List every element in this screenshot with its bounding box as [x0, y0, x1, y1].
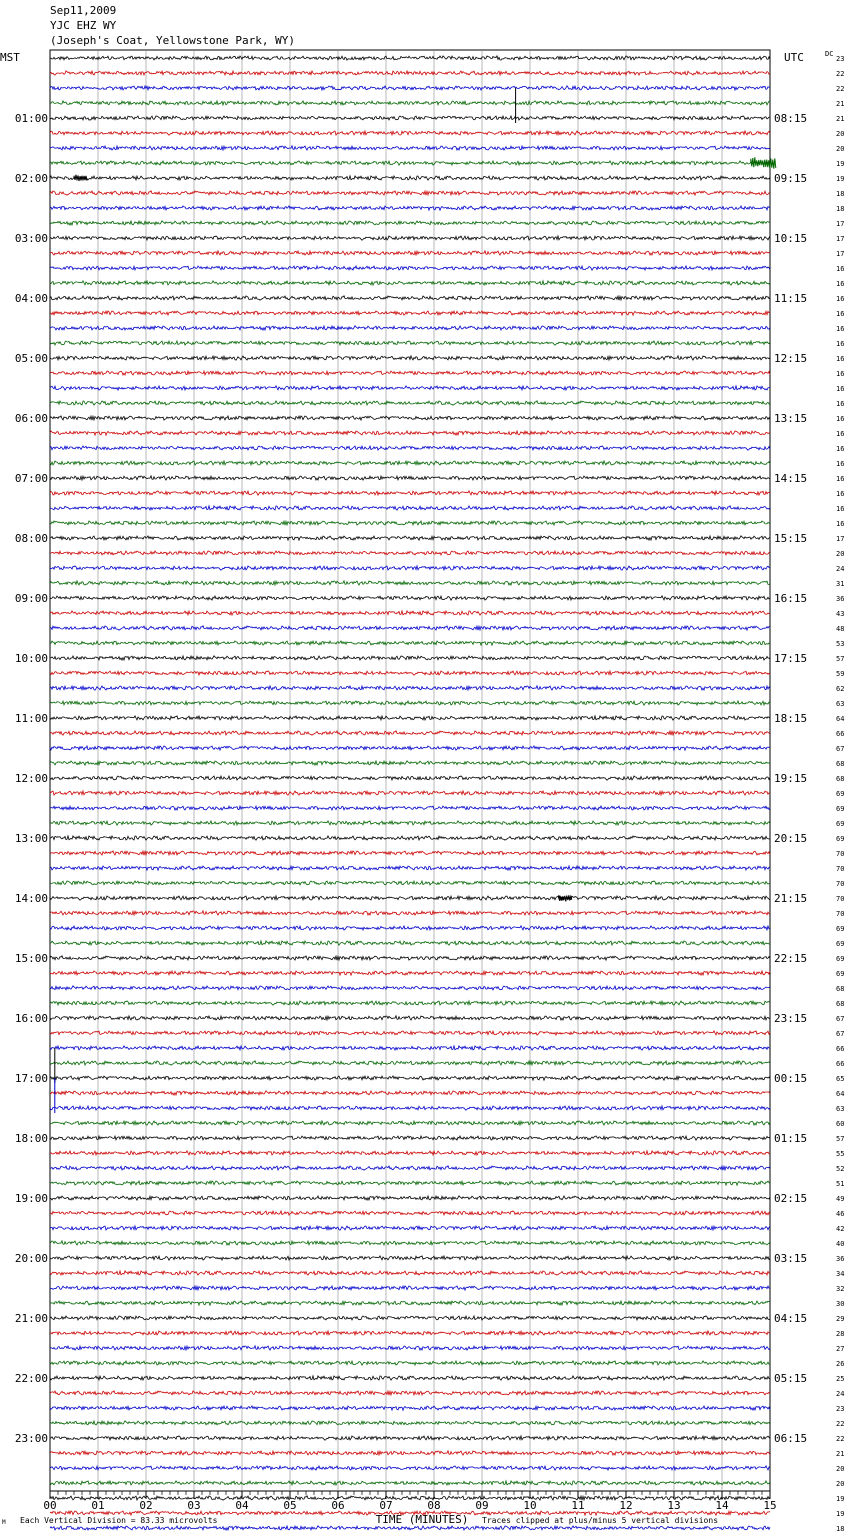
dc-offset-label: 69 [836, 970, 845, 978]
dc-offset-label: 57 [836, 655, 845, 663]
dc-offset-label: 64 [836, 1090, 845, 1098]
dc-offset-label: 25 [836, 1375, 845, 1383]
dc-offset-label: 70 [836, 850, 845, 858]
event-burst [751, 157, 776, 168]
dc-offset-label: 46 [836, 1210, 845, 1218]
trace-row [50, 866, 770, 870]
dc-offset-label: 63 [836, 700, 845, 708]
dc-offset-label: 66 [836, 730, 845, 738]
trace-row [50, 281, 770, 285]
x-tick-label: 14 [715, 1499, 729, 1512]
trace-row [50, 836, 770, 840]
dc-offset-label: 22 [836, 70, 845, 78]
trace-row [50, 551, 770, 555]
right-hour-label: 22:15 [774, 952, 808, 965]
trace-row [50, 851, 770, 855]
right-hour-label: 10:15 [774, 232, 808, 245]
trace-row [50, 746, 770, 750]
trace-row [50, 71, 770, 75]
dc-offset-label: 24 [836, 565, 845, 573]
right-hour-label: 15:15 [774, 532, 808, 545]
dc-offset-label: 20 [836, 550, 845, 558]
clip-note: Traces clipped at plus/minus 5 vertical divisions [482, 1516, 719, 1525]
x-tick-label: 08 [427, 1499, 441, 1512]
x-tick-label: 07 [379, 1499, 393, 1512]
dc-offset-label: 66 [836, 1060, 845, 1068]
x-tick-label: 15 [763, 1499, 777, 1512]
right-hour-label: 11:15 [774, 292, 808, 305]
trace-row [50, 1181, 770, 1185]
left-hour-label: 22:00 [14, 1372, 48, 1385]
trace-row [50, 491, 770, 495]
right-hour-label: 12:15 [774, 352, 808, 365]
dc-offset-label: 18 [836, 1525, 845, 1533]
x-tick-label: 10 [523, 1499, 537, 1512]
dc-offset-label: 69 [836, 820, 845, 828]
x-tick-label: 13 [667, 1499, 681, 1512]
trace-row [50, 986, 770, 990]
trace-row [50, 761, 770, 765]
dc-offset-label: 17 [836, 220, 845, 228]
right-timezone-label: UTC [784, 51, 804, 64]
event-small [559, 895, 572, 901]
station-label: YJC EHZ WY [50, 19, 117, 32]
trace-row [50, 971, 770, 975]
trace-row [50, 881, 770, 885]
dc-offset-label: 22 [836, 1420, 845, 1428]
trace-row [50, 1226, 770, 1230]
dc-offset-label: 20 [836, 1465, 845, 1473]
trace-row [50, 1436, 770, 1440]
left-hour-label: 14:00 [14, 892, 48, 905]
trace-row [50, 1091, 770, 1095]
dc-offset-label: 19 [836, 1495, 845, 1503]
right-hour-label: 00:15 [774, 1072, 808, 1085]
corner-mark: M [2, 1519, 6, 1526]
left-hour-label: 23:00 [14, 1432, 48, 1445]
left-timezone-label: MST [0, 51, 20, 64]
left-hour-label: 15:00 [14, 952, 48, 965]
plot-frame [50, 50, 770, 1491]
trace-row [50, 1256, 770, 1260]
dc-offset-label: 36 [836, 595, 845, 603]
trace-row [50, 1136, 770, 1140]
left-hour-label: 16:00 [14, 1012, 48, 1025]
dc-offset-label: 60 [836, 1120, 845, 1128]
dc-offset-label: 20 [836, 130, 845, 138]
dc-offset-label: 66 [836, 1045, 845, 1053]
dc-offset-label: 21 [836, 115, 845, 123]
left-hour-label: 01:00 [14, 112, 48, 125]
trace-row [50, 656, 770, 660]
trace-row [50, 356, 770, 360]
trace-row [50, 431, 770, 435]
left-hour-label: 04:00 [14, 292, 48, 305]
left-hour-label: 17:00 [14, 1072, 48, 1085]
right-hour-label: 03:15 [774, 1252, 808, 1265]
right-hour-label: 20:15 [774, 832, 808, 845]
left-hour-label: 20:00 [14, 1252, 48, 1265]
trace-row [50, 386, 770, 390]
trace-row [50, 641, 770, 645]
trace-row [50, 1406, 770, 1410]
dc-offset-label: 63 [836, 1105, 845, 1113]
dc-offset-label: 16 [836, 460, 845, 468]
dc-offset-label: 17 [836, 235, 845, 243]
dc-offset-label: 68 [836, 775, 845, 783]
trace-row [50, 926, 770, 930]
dc-offset-label: 67 [836, 1030, 845, 1038]
trace-row [50, 146, 770, 150]
trace-row [50, 416, 770, 420]
right-hour-label: 08:15 [774, 112, 808, 125]
dc-offset-label: 68 [836, 985, 845, 993]
dc-offset-label: 16 [836, 430, 845, 438]
dc-offset-label: 16 [836, 520, 845, 528]
dc-offset-label: 70 [836, 910, 845, 918]
dc-offset-label: 69 [836, 955, 845, 963]
dc-offset-label: 17 [836, 535, 845, 543]
trace-row [50, 476, 770, 480]
left-hour-label: 07:00 [14, 472, 48, 485]
left-hour-label: 12:00 [14, 772, 48, 785]
trace-row [50, 566, 770, 570]
dc-offset-label: 27 [836, 1345, 845, 1353]
dc-offset-label: 52 [836, 1165, 845, 1173]
x-tick-label: 01 [91, 1499, 105, 1512]
dc-offset-label: 28 [836, 1330, 845, 1338]
right-hour-label: 06:15 [774, 1432, 808, 1445]
trace-row [50, 251, 770, 255]
trace-row [50, 806, 770, 810]
x-axis-title: TIME (MINUTES) [375, 1513, 469, 1526]
trace-row [50, 821, 770, 825]
x-tick-label: 02 [139, 1499, 153, 1512]
trace-row [50, 326, 770, 330]
trace-row [50, 101, 770, 105]
trace-row [50, 1061, 770, 1065]
dc-offset-label: 64 [836, 715, 845, 723]
dc-offset-label: 16 [836, 310, 845, 318]
x-tick-label: 09 [475, 1499, 489, 1512]
dc-offset-label: 49 [836, 1195, 845, 1203]
trace-row [50, 236, 770, 240]
trace-row [50, 461, 770, 465]
dc-offset-label: 68 [836, 1000, 845, 1008]
right-hour-label: 05:15 [774, 1372, 808, 1385]
dc-offset-label: 16 [836, 295, 845, 303]
dc-offset-label: 16 [836, 400, 845, 408]
trace-row [50, 521, 770, 525]
x-tick-label: 00 [43, 1499, 57, 1512]
left-hour-label: 10:00 [14, 652, 48, 665]
left-hour-label: 09:00 [14, 592, 48, 605]
left-hour-label: 02:00 [14, 172, 48, 185]
dc-offset-label: 21 [836, 100, 845, 108]
dc-offset-label: 16 [836, 385, 845, 393]
x-tick-label: 04 [235, 1499, 249, 1512]
dc-offset-label: 19 [836, 160, 845, 168]
dc-offset-label: 42 [836, 1225, 845, 1233]
trace-row [50, 206, 770, 210]
trace-row [50, 1211, 770, 1215]
dc-offset-label: 16 [836, 355, 845, 363]
location-label: (Joseph's Coat, Yellowstone Park, WY) [50, 34, 296, 47]
dc-offset-label: 55 [836, 1150, 845, 1158]
left-hour-label: 19:00 [14, 1192, 48, 1205]
right-hour-label: 04:15 [774, 1312, 808, 1325]
trace-row [50, 1316, 770, 1320]
dc-label: DC [825, 50, 834, 58]
dc-offset-label: 16 [836, 415, 845, 423]
dc-offset-label: 23 [836, 1405, 845, 1413]
dc-offset-label: 16 [836, 445, 845, 453]
trace-row [50, 191, 770, 195]
trace-row [50, 221, 770, 225]
dc-offset-label: 26 [836, 1360, 845, 1368]
trace-row [50, 1016, 770, 1020]
dc-offset-label: 69 [836, 790, 845, 798]
dc-offset-label: 31 [836, 580, 845, 588]
left-hour-label: 18:00 [14, 1132, 48, 1145]
trace-row [50, 371, 770, 375]
trace-row [50, 341, 770, 345]
trace-row [50, 671, 770, 675]
date-label: Sep11,2009 [50, 4, 117, 17]
trace-row [50, 536, 770, 540]
trace-row [50, 626, 770, 630]
dc-offset-label: 19 [836, 1510, 845, 1518]
trace-row [50, 311, 770, 315]
trace-row [50, 1391, 770, 1395]
right-hour-label: 01:15 [774, 1132, 808, 1145]
dc-offset-label: 24 [836, 1390, 845, 1398]
right-hour-label: 14:15 [774, 472, 808, 485]
dc-offset-label: 40 [836, 1240, 845, 1248]
x-tick-label: 06 [331, 1499, 345, 1512]
dc-offset-label: 69 [836, 805, 845, 813]
trace-row [50, 1001, 770, 1005]
dc-offset-label: 16 [836, 340, 845, 348]
left-hour-label: 13:00 [14, 832, 48, 845]
dc-offset-label: 16 [836, 280, 845, 288]
trace-row [50, 1166, 770, 1170]
trace-row [50, 596, 770, 600]
trace-row [50, 1151, 770, 1155]
dc-offset-label: 16 [836, 505, 845, 513]
dc-offset-label: 17 [836, 250, 845, 258]
dc-offset-label: 20 [836, 1480, 845, 1488]
dc-offset-label: 18 [836, 205, 845, 213]
trace-row [50, 1301, 770, 1305]
x-tick-label: 12 [619, 1499, 633, 1512]
trace-row [50, 86, 770, 90]
dc-offset-label: 20 [836, 145, 845, 153]
dc-offset-label: 32 [836, 1285, 845, 1293]
dc-offset-label: 16 [836, 490, 845, 498]
trace-row [50, 1451, 770, 1455]
dc-offset-label: 18 [836, 190, 845, 198]
right-hour-label: 09:15 [774, 172, 808, 185]
dc-offset-label: 69 [836, 925, 845, 933]
trace-row [50, 791, 770, 795]
right-hour-label: 21:15 [774, 892, 808, 905]
dc-offset-label: 30 [836, 1300, 845, 1308]
dc-offset-label: 51 [836, 1180, 845, 1188]
left-hour-label: 05:00 [14, 352, 48, 365]
dc-offset-label: 22 [836, 85, 845, 93]
trace-row [50, 701, 770, 705]
dc-offset-label: 65 [836, 1075, 845, 1083]
right-hour-label: 18:15 [774, 712, 808, 725]
trace-row [50, 296, 770, 300]
trace-row [50, 956, 770, 960]
dc-offset-label: 48 [836, 625, 845, 633]
trace-row [50, 1496, 770, 1500]
right-hour-label: 02:15 [774, 1192, 808, 1205]
trace-row [50, 686, 770, 690]
trace-row [50, 911, 770, 915]
dc-offset-label: 70 [836, 880, 845, 888]
dc-offset-label: 69 [836, 940, 845, 948]
trace-row [50, 731, 770, 735]
trace-row [50, 1481, 770, 1485]
right-hour-label: 23:15 [774, 1012, 808, 1025]
dc-offset-label: 68 [836, 760, 845, 768]
right-hour-label: 16:15 [774, 592, 808, 605]
trace-row [50, 1376, 770, 1380]
right-hour-label: 17:15 [774, 652, 808, 665]
trace-row [50, 581, 770, 585]
trace-row [50, 116, 770, 120]
trace-row [50, 176, 770, 180]
left-hour-label: 06:00 [14, 412, 48, 425]
left-hour-label: 21:00 [14, 1312, 48, 1325]
x-tick-label: 11 [571, 1499, 585, 1512]
trace-row [50, 1046, 770, 1050]
trace-row [50, 716, 770, 720]
dc-offset-label: 57 [836, 1135, 845, 1143]
dc-offset-label: 70 [836, 895, 845, 903]
left-hour-label: 03:00 [14, 232, 48, 245]
dc-offset-label: 53 [836, 640, 845, 648]
trace-row [50, 1076, 770, 1080]
dc-offset-label: 69 [836, 835, 845, 843]
trace-row [50, 131, 770, 135]
dc-offset-label: 67 [836, 745, 845, 753]
trace-row [50, 56, 770, 60]
dc-offset-label: 29 [836, 1315, 845, 1323]
scale-note: Each Vertical Division = 83.33 microvolts [20, 1516, 218, 1525]
trace-row [50, 1031, 770, 1035]
dc-offset-label: 70 [836, 865, 845, 873]
trace-row [50, 1196, 770, 1200]
trace-row [50, 446, 770, 450]
trace-row [50, 1271, 770, 1275]
trace-row [50, 1286, 770, 1290]
trace-row [50, 1526, 770, 1530]
trace-row [50, 896, 770, 900]
dc-offset-label: 22 [836, 1435, 845, 1443]
trace-row [50, 1106, 770, 1110]
left-hour-label: 08:00 [14, 532, 48, 545]
trace-row [50, 266, 770, 270]
trace-row [50, 1121, 770, 1125]
trace-row [50, 1466, 770, 1470]
dc-offset-label: 21 [836, 1450, 845, 1458]
dc-offset-label: 16 [836, 475, 845, 483]
dc-offset-label: 19 [836, 175, 845, 183]
trace-row [50, 1421, 770, 1425]
trace-row [50, 1346, 770, 1350]
trace-row [50, 401, 770, 405]
dc-offset-label: 16 [836, 370, 845, 378]
dc-offset-label: 59 [836, 670, 845, 678]
dc-offset-label: 16 [836, 265, 845, 273]
trace-row [50, 506, 770, 510]
dc-offset-label: 67 [836, 1015, 845, 1023]
dc-offset-label: 23 [836, 55, 845, 63]
trace-row [50, 1361, 770, 1365]
trace-row [50, 1331, 770, 1335]
x-tick-label: 03 [187, 1499, 201, 1512]
dc-offset-label: 34 [836, 1270, 845, 1278]
trace-row [50, 161, 770, 165]
trace-row [50, 1241, 770, 1245]
x-tick-label: 05 [283, 1499, 297, 1512]
trace-row [50, 941, 770, 945]
right-hour-label: 13:15 [774, 412, 808, 425]
dc-offset-label: 16 [836, 325, 845, 333]
left-hour-label: 11:00 [14, 712, 48, 725]
dc-offset-label: 62 [836, 685, 845, 693]
right-hour-label: 19:15 [774, 772, 808, 785]
trace-row [50, 611, 770, 615]
dc-offset-label: 36 [836, 1255, 845, 1263]
dc-offset-label: 43 [836, 610, 845, 618]
trace-row [50, 776, 770, 780]
